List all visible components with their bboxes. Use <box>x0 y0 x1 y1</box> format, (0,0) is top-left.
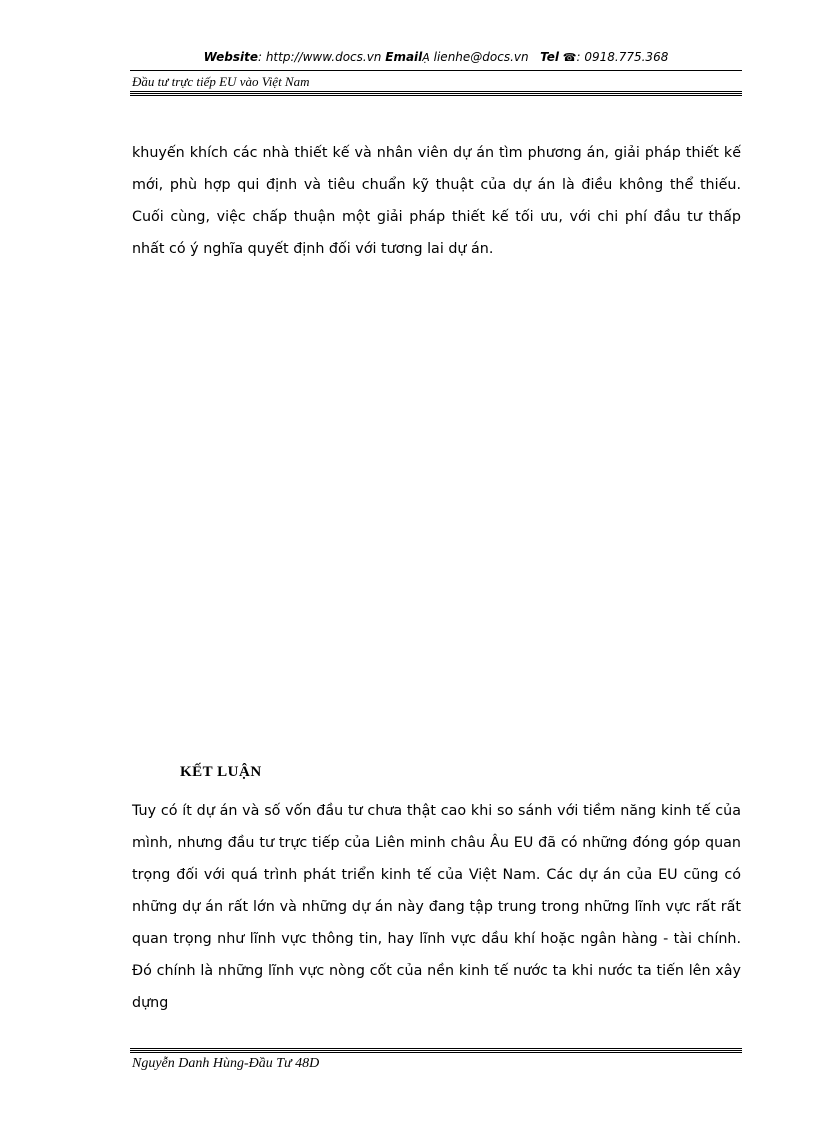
footer-author: Nguyễn Danh Hùng-Đầu Tư 48D <box>132 1056 320 1071</box>
website-label: Website <box>203 50 258 64</box>
body-paragraph-2: Tuy có ít dự án và số vốn đầu tư chưa thật cao khi so sánh với tiềm năng kinh tế của mình, nhưng đầu tư trực tiếp của Liên minh châu Âu EU đã có những đóng góp quan trọng đối với quá trình phát triển kinh tế của Việt Nam. Các dự án của EU cũng có những dự án rất lớn và những dự án này đang tập trung trong những lĩnh vực rất rất quan trọng như lĩnh vực thông tin, hay lĩnh vực dầu khí hoặc ngân hàng - tài chính. Đó chính là những lĩnh vực nòng cốt của nền kinh tế nước ta khi nước ta tiến lên xây dựng <box>132 803 741 1011</box>
header-divider-1 <box>130 91 742 92</box>
section-heading-conclusion: KẾT LUẬN <box>180 764 262 780</box>
footer-divider-2 <box>130 1050 742 1051</box>
email-label: Email <box>385 50 423 64</box>
header-divider-3 <box>130 95 742 96</box>
header-top-line <box>130 70 742 71</box>
website-url[interactable]: : http://www.docs.vn <box>257 50 382 64</box>
body-paragraph-1: khuyến khích các nhà thiết kế và nhân viên dự án tìm phương án, giải pháp thiết kế mới, phù hợp qui định và tiêu chuẩn kỹ thuật của dự án là điều không thể thiếu. Cuối cùng, việc chấp thuận một giải pháp thiết kế tối ưu, với chi phí đầu tư thấp nhất có ý nghĩa quyết định đối với tương lai dự án. <box>132 145 741 257</box>
website-contact-bar <box>130 50 742 64</box>
footer-divider-1 <box>130 1048 742 1049</box>
phone-icon: ☎ <box>562 51 577 64</box>
email-icon: Ạ <box>422 51 430 64</box>
header-divider-2 <box>130 93 742 94</box>
tel-label: Tel <box>540 50 559 64</box>
tel-value: : 0918.775.368 <box>576 50 669 64</box>
footer-divider-3 <box>130 1052 742 1053</box>
email-value[interactable]: lienhe@docs.vn <box>433 50 529 64</box>
document-title: Đầu tư trực tiếp EU vào Việt Nam <box>132 74 310 89</box>
